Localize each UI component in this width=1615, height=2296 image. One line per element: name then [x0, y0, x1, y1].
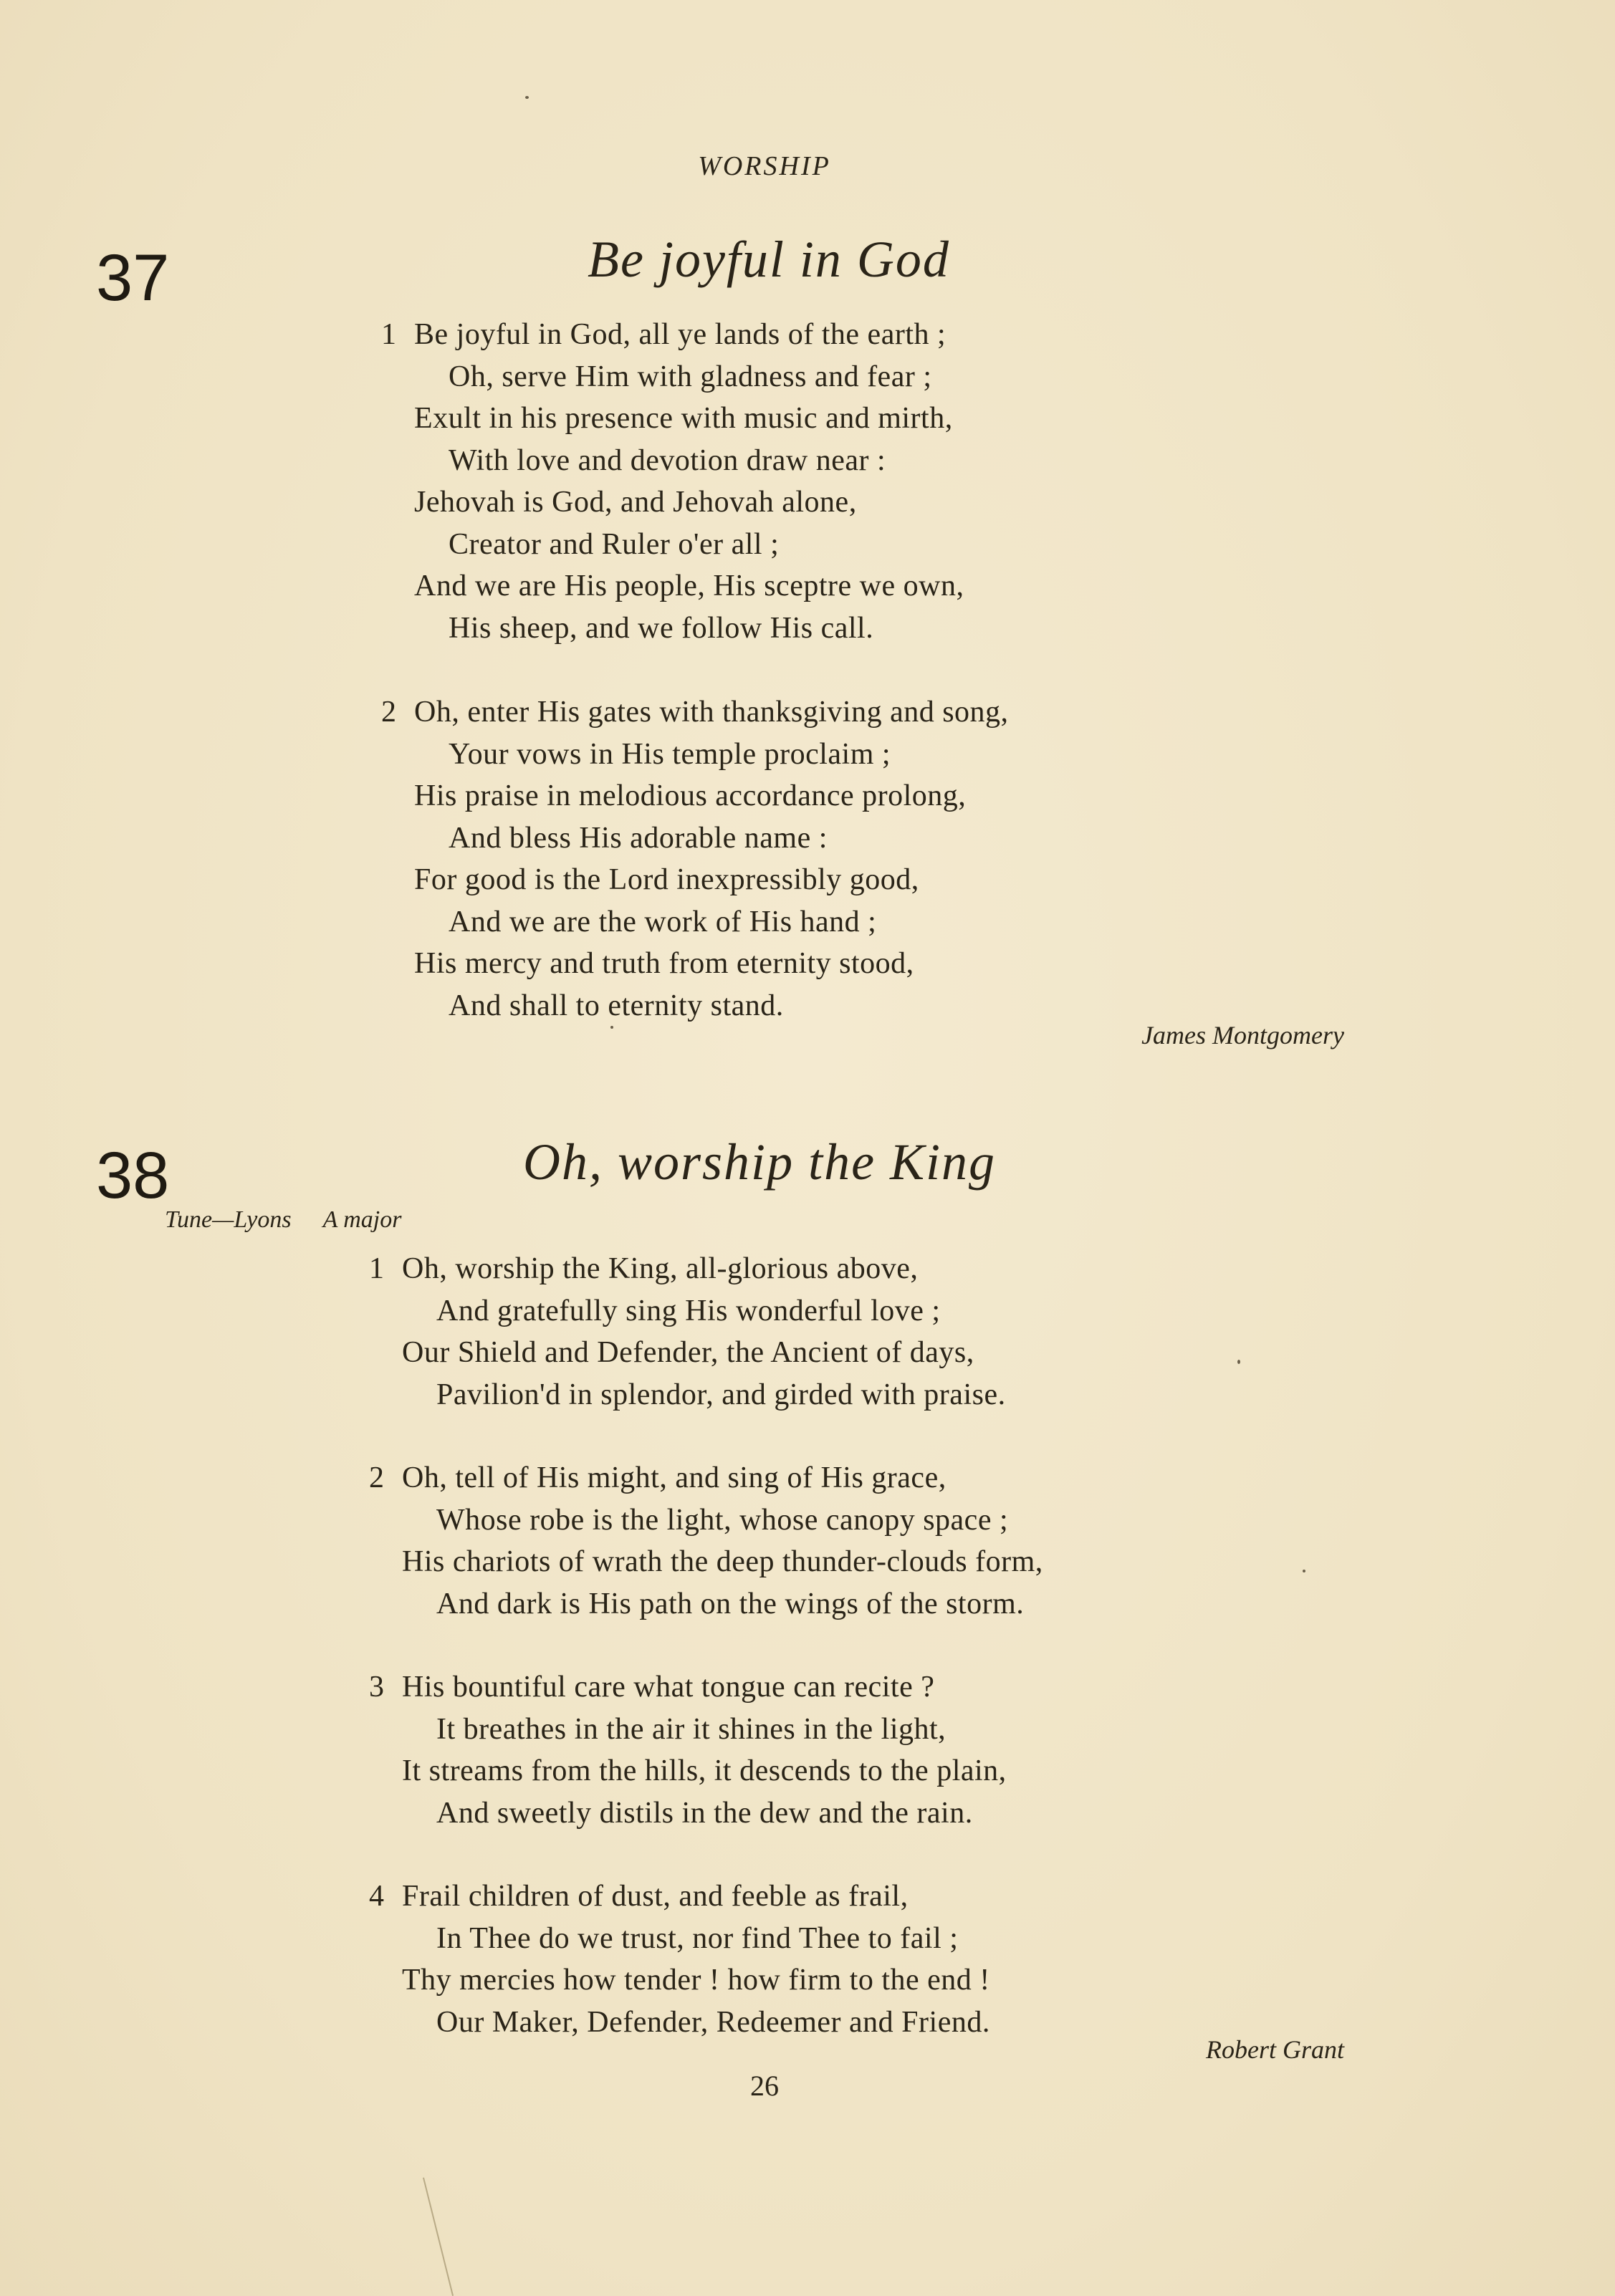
tune-line — [165, 1206, 401, 1234]
verse-line: It breathes in the air it shines in the light, — [436, 1712, 947, 1746]
verse-line: Our Shield and Defender, the Ancient of days, — [402, 1336, 974, 1369]
stanza — [369, 1875, 990, 2043]
stanza-number: 3 — [369, 1671, 385, 1704]
hymn-number: 38 — [96, 1139, 170, 1212]
verse-line: His chariots of wrath the deep thunder-clouds form, — [402, 1545, 1043, 1578]
verse-line: With love and devotion draw near : — [449, 443, 886, 477]
verse-line: His praise in melodious accordance prolong, — [414, 779, 967, 812]
verse-line: His mercy and truth from eternity stood, — [414, 947, 914, 980]
verse-line: Whose robe is the light, whose canopy space ; — [436, 1503, 1009, 1537]
stanza — [381, 691, 1009, 1027]
verse-line: Our Maker, Defender, Redeemer and Friend. — [436, 2005, 990, 2039]
verse-line: Jehovah is God, and Jehovah alone, — [414, 486, 857, 519]
verse-line: And sweetly distils in the dew and the rain. — [436, 1796, 973, 1830]
paper-speck — [1303, 1570, 1305, 1572]
stanza-number: 1 — [381, 318, 397, 351]
stanza — [369, 1457, 1043, 1625]
stanza-number: 1 — [369, 1252, 385, 1285]
verse-line: 1 Be joyful in God, all ye lands of the earth ; — [414, 314, 964, 356]
paper-speck — [1237, 1360, 1240, 1364]
paper-crease — [423, 2178, 454, 2296]
verse-line: 2 Oh, tell of His might, and sing of His grace, — [402, 1457, 1043, 1499]
verse-line: In Thee do we trust, nor find Thee to fail ; — [436, 1921, 959, 1955]
hymn-number: 37 — [96, 241, 170, 314]
tune-name: Tune—Lyons — [165, 1206, 292, 1233]
verse-line: It streams from the hills, it descends to the plain, — [402, 1754, 1007, 1787]
paper-speck — [610, 1026, 613, 1029]
tune-key: A major — [322, 1206, 402, 1233]
hymn-title: Oh, worship the King — [523, 1133, 997, 1191]
page-number: 26 — [750, 2070, 779, 2102]
verse-line: 1 Oh, worship the King, all-glorious above, — [402, 1248, 1006, 1290]
stanza — [369, 1248, 1006, 1416]
verse-line: Thy mercies how tender ! how firm to the end ! — [402, 1964, 990, 1997]
hymn-title: Be joyful in God — [588, 231, 950, 288]
verse-line: His sheep, and we follow His call. — [449, 611, 874, 645]
verse-line: Pavilion'd in splendor, and girded with praise. — [436, 1378, 1006, 1411]
hymn-author: James Montgomery — [1141, 1021, 1344, 1049]
verse-line: And bless His adorable name : — [449, 821, 828, 855]
verse-line: And dark is His path on the wings of the storm. — [436, 1587, 1025, 1620]
hymn-author: Robert Grant — [1206, 2035, 1344, 2064]
verse-line: 2 Oh, enter His gates with thanksgiving and song, — [414, 691, 1009, 734]
stanza — [369, 1666, 1007, 1834]
verse-line: And we are the work of His hand ; — [449, 905, 877, 938]
verse-line: 4 Frail children of dust, and feeble as frail, — [402, 1875, 990, 1918]
verse-line: Creator and Ruler o'er all ; — [449, 527, 780, 561]
running-head: WORSHIP — [698, 151, 831, 181]
stanza — [381, 314, 964, 649]
verse-line: And gratefully sing His wonderful love ; — [436, 1294, 941, 1327]
verse-line: Oh, serve Him with gladness and fear ; — [449, 360, 932, 393]
verse-line: And shall to eternity stand. — [449, 989, 784, 1022]
verse-line: 3 His bountiful care what tongue can recite ? — [402, 1666, 1007, 1709]
stanza-number: 2 — [369, 1461, 385, 1494]
stanza-number: 4 — [369, 1880, 385, 1913]
paper-speck — [525, 96, 529, 99]
verse-line: For good is the Lord inexpressibly good, — [414, 863, 919, 896]
verse-line: Exult in his presence with music and mirth, — [414, 402, 953, 435]
verse-line: And we are His people, His sceptre we own, — [414, 570, 964, 602]
verse-line: Your vows in His temple proclaim ; — [449, 737, 891, 771]
stanza-number: 2 — [381, 696, 397, 729]
